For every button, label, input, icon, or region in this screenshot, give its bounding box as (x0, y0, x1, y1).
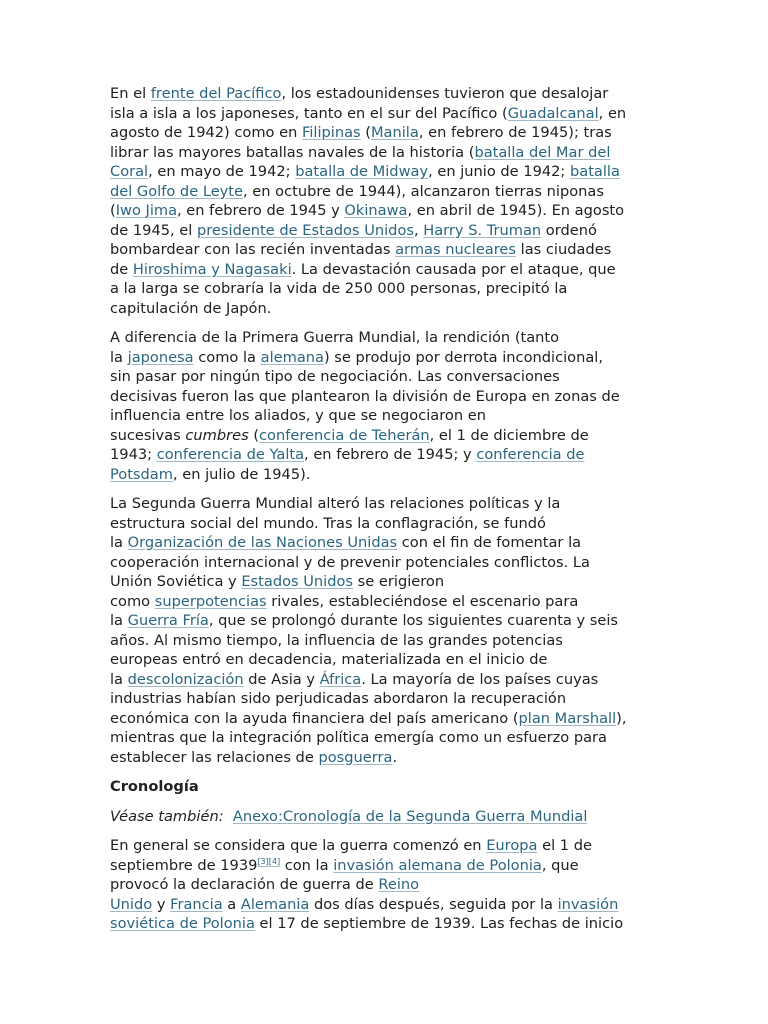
text-segment: , en abril de 1945). En agosto (407, 202, 625, 219)
text-segment: , en mayo de 1942; (148, 163, 296, 180)
text-segment: , en febrero de 1945 y (177, 202, 345, 219)
paragraph (110, 836, 662, 934)
see-also-link[interactable]: Anexo:Cronología de la Segunda Guerra Mundial (232, 807, 588, 825)
link-alemania[interactable]: Alemania (240, 895, 310, 913)
text-segment: de Asia y (243, 670, 320, 688)
link-descolonizacion[interactable]: descolonización (127, 670, 244, 688)
link-estados-unidos[interactable]: Estados Unidos (241, 573, 354, 590)
link-reino[interactable]: Reino (378, 876, 420, 893)
link-invasion-alemana-de-polonia[interactable]: invasión alemana de Polonia (333, 856, 542, 874)
text-segment: con la (280, 856, 334, 874)
text-segment: decisivas fueron las que plantearon la división de Europa en zonas de (110, 387, 620, 405)
see-also-label: Véase también: (110, 807, 224, 825)
text-segment: ( (110, 202, 116, 219)
text-segment: , en febrero de 1945); tras (418, 124, 612, 141)
text-segment: . La devastación causada por el ataque, que (291, 260, 616, 278)
text-segment: a (222, 895, 241, 913)
text-segment: rivales, estableciéndose el escenario para (266, 592, 579, 610)
text-segment: , los estadounidenses tuvieron que desalojar (281, 85, 609, 102)
link-organizacion-de-las-naciones-unidas[interactable]: Organización de las Naciones Unidas (127, 534, 398, 551)
link-guerra-fria[interactable]: Guerra Fría (127, 612, 209, 629)
text-segment: 1943; (110, 446, 157, 463)
paragraph (110, 328, 662, 484)
text-segment: ordenó (541, 221, 597, 239)
text-segment: , que se prolongó durante los siguientes cuarenta y seis (208, 612, 619, 629)
text-segment: años. Al mismo tiempo, la influencia de las grandes potencias (110, 631, 563, 649)
text-segment: , en octubre de 1944), alcanzaron tierras niponas (243, 182, 604, 200)
link-unido[interactable]: Unido (110, 895, 153, 913)
text-segment: , el 1 de diciembre de (429, 426, 589, 444)
text-segment: mientras que la integración política emergía como un esfuerzo para (110, 729, 607, 746)
link-filipinas[interactable]: Filipinas (302, 124, 361, 141)
text-segment: el 1 de (537, 837, 592, 854)
link-conferencia-de[interactable]: conferencia de (476, 446, 585, 463)
link-posguerra[interactable]: posguerra (318, 748, 393, 766)
text-segment: estructura social del mundo. Tras la conflagración, se fundó (110, 514, 546, 532)
link-harry-s-truman[interactable]: Harry S. Truman (423, 221, 542, 239)
paragraph (110, 84, 662, 318)
article-body (110, 84, 662, 944)
text-segment: ) se produjo por derrota incondicional, (323, 348, 603, 366)
text-segment: , en febrero de 1945; y (304, 446, 477, 463)
text-segment: la (110, 534, 128, 551)
text-segment: dos días después, seguida por la (309, 895, 558, 913)
text-segment: las ciudades (516, 241, 612, 258)
link-conferencia-de-teheran[interactable]: conferencia de Teherán (259, 426, 430, 444)
reference-link[interactable]: [3][4] (257, 856, 281, 866)
link-batalla[interactable]: batalla (570, 163, 620, 180)
text-segment: como (110, 592, 155, 610)
link-guadalcanal[interactable]: Guadalcanal (507, 104, 599, 122)
text-segment: librar las mayores batallas navales de la historia ( (110, 143, 475, 161)
text-segment: , en julio de 1945). (172, 465, 311, 483)
text-segment: bombardear con las recién inventadas (110, 241, 396, 258)
text-segment: A diferencia de la Primera Guerra Mundial, la rendición (tanto (110, 329, 560, 346)
text-segment: como la (193, 348, 261, 366)
link-sovietica-de-polonia[interactable]: soviética de Polonia (110, 915, 255, 932)
link-hiroshima-y-nagasaki[interactable]: Hiroshima y Nagasaki (132, 260, 292, 278)
emphasis-text: cumbres (185, 426, 249, 444)
text-segment: con el fin de fomentar la (397, 534, 582, 551)
link-europa[interactable]: Europa (486, 837, 538, 854)
text-segment: se erigieron (353, 573, 445, 590)
link-francia[interactable]: Francia (170, 895, 223, 913)
text-segment: En general se considera que la guerra comenzó en (110, 837, 487, 854)
text-segment: ( (360, 124, 371, 141)
see-also-note (110, 807, 662, 827)
link-superpotencias[interactable]: superpotencias (154, 592, 267, 610)
text-segment: establecer las relaciones de (110, 748, 319, 766)
text-segment: , (413, 221, 424, 239)
text-segment: ), (616, 709, 627, 727)
text-segment: isla a isla a los japoneses, tanto en el sur del Pacífico ( (110, 104, 508, 122)
link-japonesa[interactable]: japonesa (127, 348, 194, 366)
link-alemana[interactable]: alemana (260, 348, 324, 366)
link-batalla-de-midway[interactable]: batalla de Midway (295, 163, 429, 180)
link-manila[interactable]: Manila (370, 124, 419, 141)
text-segment: el 17 de septiembre de 1939. Las fechas de inicio (254, 915, 624, 932)
text-segment: provocó la declaración de guerra de (110, 876, 379, 893)
text-segment: sin pasar por ningún tipo de negociación. Las conversaciones (110, 368, 560, 385)
text-segment: . (392, 748, 398, 766)
text-segment: . La mayoría de los países cuyas (361, 670, 599, 688)
paragraph (110, 494, 662, 767)
citation (257, 857, 280, 866)
link-del-golfo-de-leyte[interactable]: del Golfo de Leyte (110, 182, 244, 200)
text-segment: La Segunda Guerra Mundial alteró las relaciones políticas y la (110, 495, 561, 512)
text-segment: ( (248, 426, 260, 444)
link-potsdam[interactable]: Potsdam (110, 465, 173, 483)
text-segment: influencia entre los aliados, y que se negociaron en (110, 407, 486, 424)
link-presidente-de-estados-unidos[interactable]: presidente de Estados Unidos (196, 221, 414, 239)
text-segment: agosto de 1942) como en (110, 124, 302, 141)
text-segment: Unión Soviética y (110, 573, 242, 590)
text-segment: , en junio de 1942; (428, 163, 570, 180)
link-coral[interactable]: Coral (110, 163, 149, 180)
text-segment: económica con la ayuda financiera del país americano ( (110, 709, 519, 727)
link-iwo-jima[interactable]: Iwo Jima (115, 202, 178, 219)
text-segment: En el (110, 85, 151, 102)
link-batalla-del-mar-del[interactable]: batalla del Mar del (474, 143, 611, 161)
text-segment: industrias habían sido perjudicadas abordaron la recuperación (110, 690, 567, 707)
link-invasion[interactable]: invasión (557, 895, 619, 913)
link-armas-nucleares[interactable]: armas nucleares (395, 241, 517, 258)
text-segment: y (152, 895, 171, 913)
link-africa[interactable]: África (319, 670, 362, 688)
text-segment: , que (541, 856, 579, 874)
text-segment: capitulación de Japón. (110, 299, 272, 317)
text-segment: sucesivas (110, 426, 186, 444)
text-segment: a la larga se cobraría la vida de 250 000 personas, precipitó la (110, 280, 568, 297)
link-conferencia-de-yalta[interactable]: conferencia de Yalta (156, 446, 305, 463)
text-segment: septiembre de 1939 (110, 856, 258, 874)
text-segment: de 1945, el (110, 221, 197, 239)
text-segment: cooperación internacional y de prevenir potenciales conflictos. La (110, 553, 590, 571)
text-segment: la (110, 670, 128, 688)
section-heading: Cronología (110, 778, 199, 795)
link-plan-marshall[interactable]: plan Marshall (518, 709, 617, 727)
text-segment: , en (598, 104, 627, 122)
text-segment: de (110, 260, 133, 278)
text-segment: europeas entró en decadencia, materializada en el inicio de (110, 651, 548, 668)
text-segment: la (110, 612, 128, 629)
link-okinawa[interactable]: Okinawa (344, 202, 408, 219)
text-segment: la (110, 348, 128, 366)
link-frente-del-pacifico[interactable]: frente del Pacífico (150, 85, 282, 102)
